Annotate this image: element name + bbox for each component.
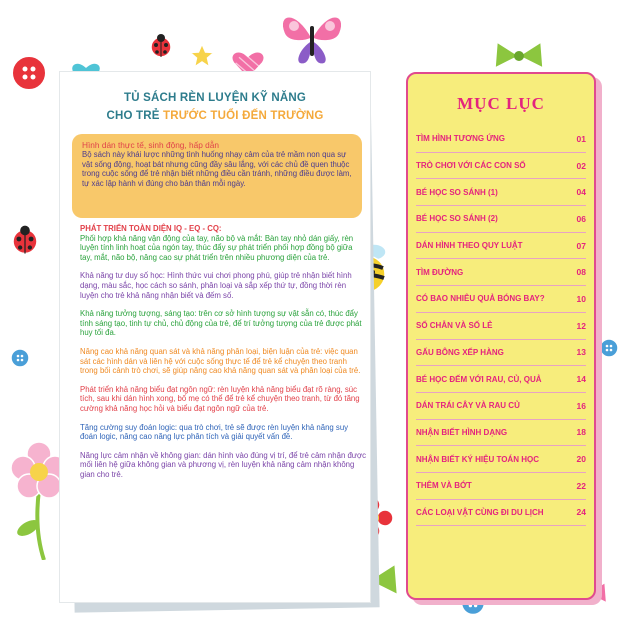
book-title-part1: CHO TRẺ bbox=[106, 110, 160, 122]
section-logic bbox=[80, 423, 366, 442]
toc-item-page: 24 bbox=[576, 507, 586, 518]
toc-item[interactable] bbox=[416, 286, 586, 313]
toc-item[interactable] bbox=[416, 420, 586, 447]
toc-item[interactable] bbox=[416, 233, 586, 260]
toc-item[interactable] bbox=[416, 473, 586, 500]
toc-item-label: CÓ BAO NHIÊU QUẢ BÓNG BAY? bbox=[416, 294, 545, 304]
book-title-line2 bbox=[60, 110, 370, 122]
toc-item-label: GẤU BÔNG XẾP HÀNG bbox=[416, 347, 504, 357]
description-content bbox=[80, 224, 366, 488]
toc-item-page: 13 bbox=[576, 347, 586, 358]
toc-item-page: 04 bbox=[576, 187, 586, 198]
toc-item-label: TRÒ CHƠI VỚI CÁC CON SỐ bbox=[416, 161, 526, 171]
red-button-icon bbox=[10, 54, 48, 92]
toc-item-label: NHẬN BIẾT KÝ HIỆU TOÁN HỌC bbox=[416, 454, 539, 464]
intro-lead: Hình dán thực tế, sinh động, hấp dẫn bbox=[82, 140, 220, 150]
ladybug-icon bbox=[147, 32, 175, 58]
toc-item-page: 12 bbox=[576, 320, 586, 331]
toc-item[interactable] bbox=[416, 126, 586, 153]
toc-item-page: 18 bbox=[576, 427, 586, 438]
intro-box bbox=[72, 134, 362, 218]
star-icon bbox=[188, 42, 216, 70]
toc-item-page: 01 bbox=[576, 133, 586, 144]
toc-item-label: NHẬN BIẾT HÌNH DẠNG bbox=[416, 427, 508, 437]
toc-item-page: 14 bbox=[576, 374, 586, 385]
toc-item[interactable] bbox=[416, 313, 586, 340]
section-development bbox=[80, 224, 366, 262]
section-math bbox=[80, 271, 366, 300]
toc-item-page: 10 bbox=[576, 293, 586, 304]
toc-item-label: SỐ CHẴN VÀ SỐ LẺ bbox=[416, 321, 493, 331]
toc-item-page: 22 bbox=[576, 480, 586, 491]
toc-item-label: BÉ HỌC SO SÁNH (1) bbox=[416, 187, 498, 197]
section-language bbox=[80, 385, 366, 414]
toc-item-label: BÉ HỌC ĐẾM VỚI RAU, CỦ, QUẢ bbox=[416, 374, 542, 384]
intro-body: Bộ sách này khái lược những tình huống nhạy cảm của trẻ mầm non qua sự vật sống động, hoạt bát nhưng cũng đầy sâu lắng, với các chủ đề quen thuộc trong cuộc sống để trẻ nhận biết những điều cần tránh, những điều được làm, tự xác lập hành vi đúng cho bản thân mỗi ngày. bbox=[82, 150, 352, 188]
toc-item[interactable] bbox=[416, 393, 586, 420]
section-text: Tăng cường suy đoán logic: qua trò chơi, trẻ sẽ được rèn luyện khả năng suy đoán logic, nâng cao năng lực phân tích và giải quyết vấn đề. bbox=[80, 422, 349, 442]
intro-page bbox=[60, 72, 370, 602]
toc-item[interactable] bbox=[416, 179, 586, 206]
toc-title: MỤC LỤC bbox=[457, 94, 545, 113]
toc-item-label: TÌM ĐƯỜNG bbox=[416, 267, 464, 277]
toc-item[interactable] bbox=[416, 366, 586, 393]
section-text: Năng lực cảm nhận về không gian: dán hình vào đúng vị trí, để trẻ cảm nhận được mối liên hệ giữa không gian và phương vị, rèn luyện khả năng cảm nhận không gian cho trẻ. bbox=[80, 450, 367, 479]
section-heading: PHÁT TRIỂN TOÀN DIỆN IQ - EQ - CQ: bbox=[80, 224, 222, 233]
toc-item-label: DÁN TRÁI CÂY VÀ RAU CỦ bbox=[416, 401, 520, 411]
toc-item[interactable] bbox=[416, 446, 586, 473]
toc-item-page: 20 bbox=[576, 454, 586, 465]
section-text: Khả năng tư duy số học: Hình thức vui chơi phong phú, giúp trẻ nhận biết hình dạng, màu sắc, học cách so sánh, phân loại và sắp xếp thứ tự, đồng thời rèn luyện cho trẻ khả năng nhận biết và đếm số. bbox=[80, 271, 352, 300]
book-title-part2: TRƯỚC TUỔI ĐẾN TRƯỜNG bbox=[163, 110, 324, 122]
section-text: Nâng cao khả năng quan sát và khả năng phân loại, biện luận của trẻ: việc quan sát các hình dán và liên hệ với cuộc sống thực tế để trẻ kể chuyện theo tranh trong bối cảnh trò chơi, sẽ giúp nâng cao khả năng quan sát và phân loại của trẻ. bbox=[80, 346, 361, 376]
toc-item-page: 02 bbox=[576, 160, 586, 171]
butterfly-icon bbox=[276, 8, 348, 70]
table-of-contents bbox=[406, 72, 596, 600]
section-text: Phối hợp khả năng vận động của tay, não bộ và mắt: Bàn tay nhỏ dán giấy, rèn luyện tính linh hoạt của ngón tay, thúc đẩy sự phát triển phối hợp đồng bộ giữa tay, mắt, não bộ, nâng cao sự phát triển trên nhiều phương diện của trẻ. bbox=[80, 233, 354, 262]
toc-item-label: THÊM VÀ BỚT bbox=[416, 481, 472, 491]
section-text: Khả năng tưởng tượng, sáng tạo: trên cơ sở hình tượng sự vật sẵn có, thúc đẩy tính sáng tạo, tinh tự chủ, chủ động của trẻ, để trí tưởng tượng của trẻ được phát huy tối đa. bbox=[80, 309, 362, 338]
blue-button-icon bbox=[599, 338, 619, 358]
book-title-line1: TỦ SÁCH RÈN LUYỆN KỸ NĂNG bbox=[124, 92, 306, 104]
toc-item[interactable] bbox=[416, 206, 586, 233]
toc-item-page: 07 bbox=[576, 240, 586, 251]
toc-item[interactable] bbox=[416, 153, 586, 180]
bow-icon bbox=[493, 40, 545, 76]
toc-item[interactable] bbox=[416, 500, 586, 527]
blue-button-icon bbox=[10, 348, 30, 368]
section-space bbox=[80, 451, 366, 480]
ladybug-icon bbox=[8, 222, 42, 256]
toc-item-page: 08 bbox=[576, 267, 586, 278]
toc-item[interactable] bbox=[416, 259, 586, 286]
toc-item-label: CÁC LOẠI VẬT CÙNG ĐI DU LỊCH bbox=[416, 507, 544, 517]
toc-list bbox=[416, 126, 586, 526]
section-observation bbox=[80, 347, 366, 376]
toc-item-page: 06 bbox=[576, 213, 586, 224]
toc-item-label: BÉ HỌC SO SÁNH (2) bbox=[416, 214, 498, 224]
toc-item-label: TÌM HÌNH TƯƠNG ỨNG bbox=[416, 134, 505, 144]
toc-item[interactable] bbox=[416, 340, 586, 367]
toc-item-page: 16 bbox=[576, 400, 586, 411]
section-text: Phát triển khả năng biểu đạt ngôn ngữ: rèn luyện khả năng biểu đạt rõ ràng, súc tích, sau khi dán hình xong, bố mẹ có thể để trẻ kể chuyện theo tranh, từ đó tăng cường khả năng học hỏi và biểu đạt ngôn ngữ của trẻ. bbox=[80, 384, 360, 413]
toc-item-label: DÁN HÌNH THEO QUY LUẬT bbox=[416, 241, 523, 251]
section-creativity bbox=[80, 309, 366, 338]
